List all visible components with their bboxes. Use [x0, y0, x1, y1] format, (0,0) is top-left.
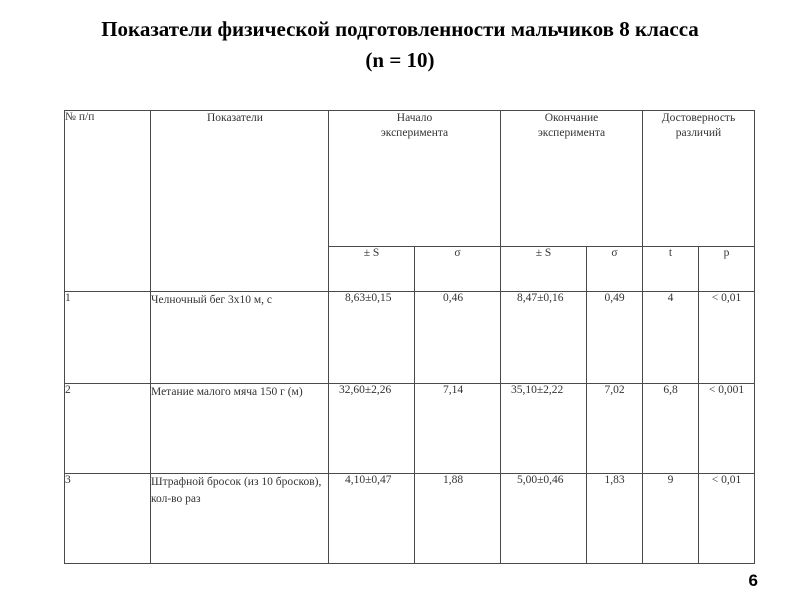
start-sigma-cell: 1,88: [415, 474, 501, 564]
table-row: [65, 384, 755, 474]
row-number: 3: [65, 474, 151, 564]
row-indicator: Челночный бег 3х10 м, с: [151, 292, 329, 384]
subheader-start-mean: ± S: [329, 247, 415, 292]
row-indicator: Метание малого мяча 150 г (м): [151, 384, 329, 474]
end-mean-cell: 5,00±0,46: [501, 474, 587, 564]
subheader-t: t: [643, 247, 699, 292]
end-mean-cell: 8,47±0,16: [501, 292, 587, 384]
slide-title: [0, 14, 800, 76]
end-sigma-cell: 7,02: [587, 384, 643, 474]
t-cell: 4: [643, 292, 699, 384]
start-mean-cell: 32,60±2,26: [329, 384, 415, 474]
header-row: [65, 111, 755, 247]
start-sigma-cell: 0,46: [415, 292, 501, 384]
header-significance: [643, 111, 755, 247]
table-row: [65, 292, 755, 384]
title-line-2: (n = 10): [365, 48, 435, 72]
t-cell: 9: [643, 474, 699, 564]
row-number: 1: [65, 292, 151, 384]
results-table: [64, 110, 755, 564]
header-end: [501, 111, 643, 247]
end-sigma-cell: 1,83: [587, 474, 643, 564]
start-mean-cell: 8,63±0,15: [329, 292, 415, 384]
subheader-start-sigma: σ: [415, 247, 501, 292]
t-cell: 6,8: [643, 384, 699, 474]
p-cell: < 0,001: [699, 384, 755, 474]
header-significance-label: Достоверность различий: [661, 112, 736, 139]
p-cell: < 0,01: [699, 292, 755, 384]
end-sigma-cell: 0,49: [587, 292, 643, 384]
row-indicator: Штрафной бросок (из 10 бросков), кол-во раз: [151, 474, 329, 564]
header-number: № п/п: [65, 111, 151, 292]
end-mean-cell: 35,10±2,22: [501, 384, 587, 474]
title-line-1: Показатели физической подготовленности мальчиков 8 класса: [101, 17, 699, 41]
subheader-p: p: [699, 247, 755, 292]
subheader-end-mean: ± S: [501, 247, 587, 292]
table-row: [65, 474, 755, 564]
header-start-label: Начало эксперимента: [380, 112, 449, 139]
row-number: 2: [65, 384, 151, 474]
header-end-label: Окончание эксперимента: [537, 112, 606, 139]
start-mean-cell: 4,10±0,47: [329, 474, 415, 564]
p-cell: < 0,01: [699, 474, 755, 564]
subheader-end-sigma: σ: [587, 247, 643, 292]
start-sigma-cell: 7,14: [415, 384, 501, 474]
page-number: 6: [748, 571, 758, 590]
header-indicator: Показатели: [151, 111, 329, 292]
header-start: [329, 111, 501, 247]
